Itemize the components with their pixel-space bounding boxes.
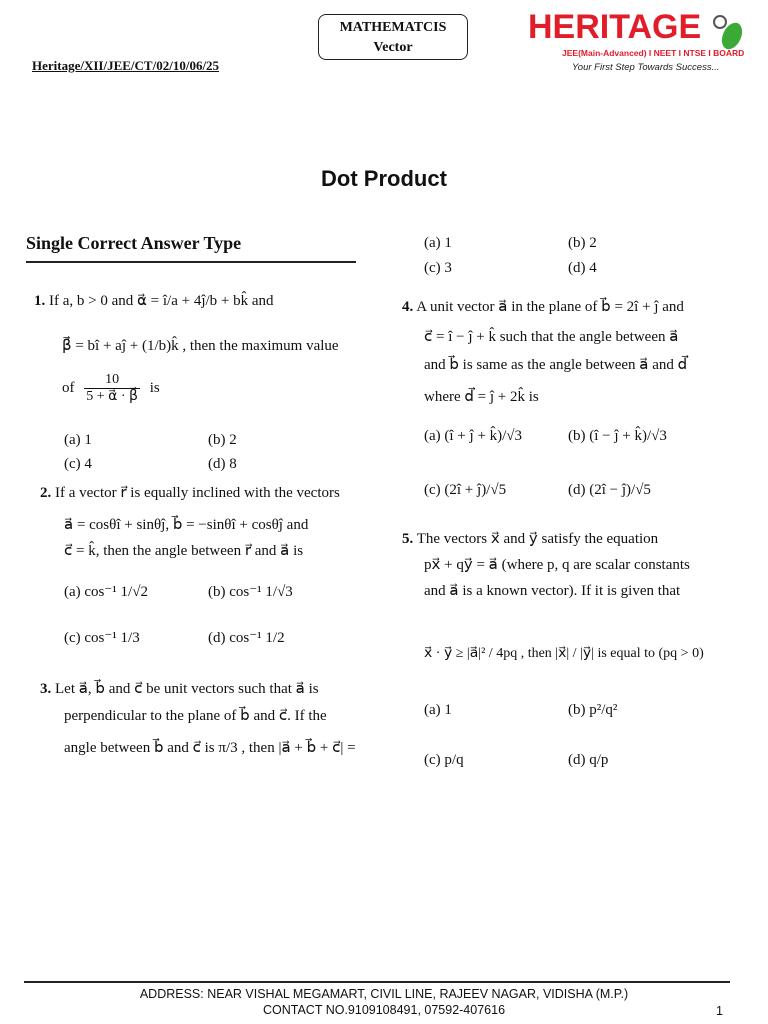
paper-code: Heritage/XII/JEE/CT/02/10/06/25 bbox=[32, 58, 220, 73]
question-4-line3: and b⃗ is same as the angle between a⃗ and d⃗ bbox=[424, 357, 688, 373]
fraction-denominator: 5 + α⃗ · β⃗ bbox=[86, 389, 138, 404]
option-d[interactable]: (d) cos⁻¹ 1/2 bbox=[208, 630, 285, 646]
of-text: of bbox=[62, 379, 75, 396]
option-c[interactable]: (c) (2î + ĵ)/√5 bbox=[424, 482, 507, 498]
question-2 bbox=[40, 480, 362, 507]
footer-address: ADDRESS: NEAR VISHAL MEGAMART, CIVIL LINE, RAJEEV NAGAR, VIDISHA (M.P.) bbox=[139, 987, 629, 1001]
question-1-line3 bbox=[62, 372, 362, 405]
option-d[interactable]: (d) 4 bbox=[568, 260, 597, 276]
question-5-line4: x⃗ · y⃗ ≥ |a⃗|² / 4pq , then |x⃗| / |y⃗| is equal to (pq > 0) bbox=[424, 646, 704, 661]
page-number: 1 bbox=[716, 1004, 723, 1018]
question-5 bbox=[402, 526, 732, 553]
question-number: 2. bbox=[40, 485, 52, 501]
fraction-numerator: 10 bbox=[84, 372, 140, 389]
option-a[interactable]: (a) 1 bbox=[424, 702, 452, 718]
option-b[interactable]: (b) (î − ĵ + k̂)/√3 bbox=[568, 428, 667, 444]
question-3-line2: perpendicular to the plane of b⃗ and c⃗. If the bbox=[64, 708, 327, 724]
question-2-line3: c⃗ = k̂, then the angle between r⃗ and a⃗ is bbox=[64, 543, 304, 559]
option-a[interactable]: (a) (î + ĵ + k̂)/√3 bbox=[424, 428, 523, 444]
option-b[interactable]: (b) 2 bbox=[568, 235, 597, 251]
question-number: 1. bbox=[34, 293, 46, 309]
question-number: 3. bbox=[40, 681, 52, 697]
option-c[interactable]: (c) cos⁻¹ 1/3 bbox=[64, 630, 140, 646]
option-d[interactable]: (d) 8 bbox=[208, 456, 237, 472]
question-text: If a, b > 0 and α⃗ = î/a + 4ĵ/b + bk̂ and bbox=[49, 293, 274, 309]
option-c[interactable]: (c) 4 bbox=[64, 456, 92, 472]
question-4 bbox=[402, 294, 732, 321]
option-d[interactable]: (d) q/p bbox=[568, 752, 609, 768]
question-3 bbox=[40, 676, 362, 703]
logo-tagline: Your First Step Towards Success... bbox=[572, 62, 720, 73]
question-1 bbox=[34, 288, 360, 315]
option-b[interactable]: (b) cos⁻¹ 1/√3 bbox=[208, 584, 293, 600]
logo-subtitle: JEE(Main-Advanced) I NEET I NTSE I BOARD bbox=[562, 48, 745, 58]
option-b[interactable]: (b) p²/q² bbox=[568, 702, 618, 718]
fraction bbox=[84, 372, 140, 405]
option-d[interactable]: (d) (2î − ĵ)/√5 bbox=[568, 482, 651, 498]
question-number: 5. bbox=[402, 531, 414, 547]
heritage-logo bbox=[520, 6, 750, 76]
question-1-line2: β⃗ = bî + aĵ + (1/b)k̂ , then the maximum value bbox=[62, 338, 339, 354]
section-heading: Single Correct Answer Type bbox=[26, 233, 242, 253]
option-b[interactable]: (b) 2 bbox=[208, 432, 237, 448]
footer-divider bbox=[24, 981, 730, 983]
subject-box bbox=[318, 14, 468, 60]
page-title: Dot Product bbox=[321, 166, 447, 191]
option-a[interactable]: (a) cos⁻¹ 1/√2 bbox=[64, 584, 148, 600]
question-text: The vectors x⃗ and y⃗ satisfy the equation bbox=[416, 531, 659, 547]
question-text: A unit vector a⃗ in the plane of b⃗ = 2î + ĵ and bbox=[416, 299, 684, 315]
subject-label: MATHEMATCIS bbox=[339, 20, 447, 35]
question-5-line3: and a⃗ is a known vector). If it is given that bbox=[424, 583, 681, 599]
question-4-line4: where d⃗ = ĵ + 2k̂ is bbox=[424, 389, 539, 405]
topic-label: Vector bbox=[373, 40, 413, 55]
option-a[interactable]: (a) 1 bbox=[424, 235, 452, 251]
option-c[interactable]: (c) 3 bbox=[424, 260, 452, 276]
option-a[interactable]: (a) 1 bbox=[64, 432, 92, 448]
question-number: 4. bbox=[402, 299, 414, 315]
section-underline bbox=[26, 261, 356, 263]
option-c[interactable]: (c) p/q bbox=[424, 752, 464, 768]
question-3-line3: angle between b⃗ and c⃗ is π/3 , then |a⃗ + b⃗ + c⃗| = bbox=[64, 740, 356, 756]
footer-contact: CONTACT NO.9109108491, 07592-407616 bbox=[262, 1003, 506, 1017]
question-text: Let a⃗, b⃗ and c⃗ be unit vectors such that a⃗ is bbox=[55, 681, 319, 697]
question-5-line2: px⃗ + qy⃗ = a⃗ (where p, q are scalar constants bbox=[424, 557, 690, 573]
question-2-line2: a⃗ = cosθî + sinθĵ, b⃗ = −sinθî + cosθĵ and bbox=[64, 517, 309, 533]
logo-word: HERITAGE bbox=[528, 8, 702, 46]
is-text: is bbox=[149, 379, 160, 396]
question-4-line2: c⃗ = î − ĵ + k̂ such that the angle between a⃗ bbox=[424, 329, 679, 345]
question-text: If a vector r⃗ is equally inclined with the vectors bbox=[55, 485, 340, 501]
